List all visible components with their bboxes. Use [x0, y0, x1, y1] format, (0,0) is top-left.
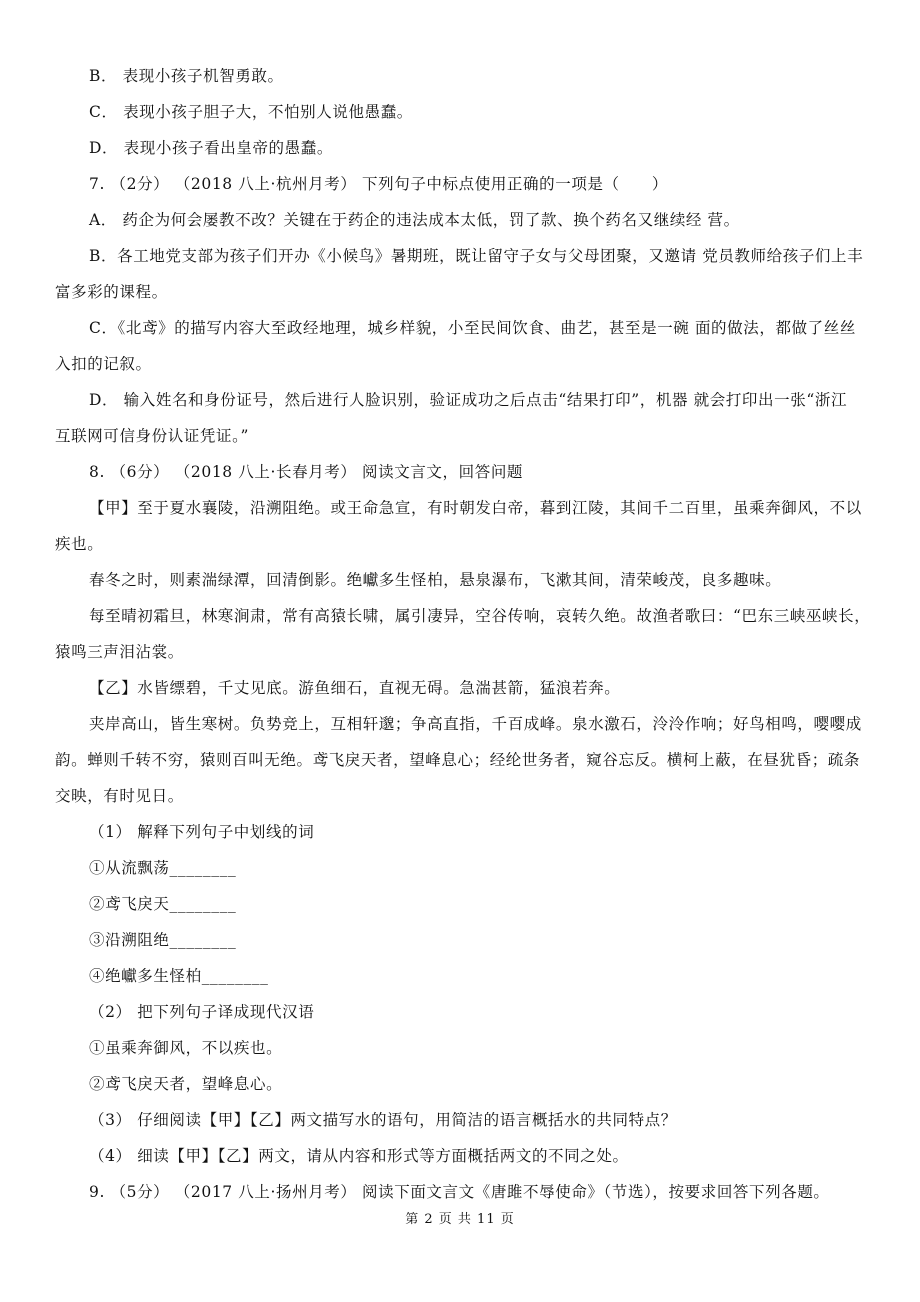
text-line: D． 表现小孩子看出皇帝的愚蠢。: [89, 139, 333, 157]
sub-question-4: （4） 细读【甲】【乙】两文，请从内容和形式等方面概括两文的不同之处。: [89, 1147, 629, 1165]
blank-item-4: ④绝巘多生怪柏________: [89, 967, 269, 985]
passage-jia-3: 每至晴初霜旦，林寒涧肃，常有高猿长啸，属引凄异，空谷传响，哀转久绝。故渔者歌曰：“巴东三峡巫峡长，: [89, 607, 871, 625]
option-c: C．《北鸢》的描写内容大至政经地理，城乡样貌，小至民间饮食、曲艺，甚至是一碗 面的做法，都做了丝丝: [89, 319, 856, 337]
question-8-heading: 8. （6分） （2018 八上·长春月考） 阅读文言文，回答问题: [89, 463, 524, 481]
sub-question-1: （1） 解释下列句子中划线的词: [89, 823, 315, 841]
translate-item-2: ②鸢飞戾天者，望峰息心。: [89, 1075, 283, 1093]
passage-yi-2-end: 交映，有时见日。: [55, 787, 184, 805]
option-d-cont: 互联网可信身份认证凭证。”: [55, 427, 249, 445]
blank-item-1: ①从流飘荡________: [89, 859, 237, 877]
question-9-heading: 9. （5分） （2017 八上·扬州月考） 阅读下面文言文《唐雎不辱使命》（节选），按要求回答下列各题。: [89, 1183, 830, 1201]
translate-item-1: ①虽乘奔御风，不以疾也。: [89, 1039, 283, 1057]
passage-yi-1: 【乙】水皆缥碧，千丈见底。游鱼细石，直视无碍。急湍甚箭，猛浪若奔。: [89, 679, 621, 697]
option-c-cont: 入扣的记叙。: [55, 355, 152, 373]
passage-yi-2-cont: 韵。蝉则千转不穷，猿则百叫无绝。鸢飞戾天者，望峰息心；经纶世务者，窥谷忘反。横柯上蔽，在昼犹昏；疏条: [55, 751, 861, 769]
passage-jia-2: 春冬之时，则素湍绿潭，回清倒影。绝巘多生怪柏，悬泉瀑布，飞漱其间，清荣峻茂，良多趣味。: [89, 571, 782, 589]
option-b: B．各工地党支部为孩子们开办《小候鸟》暑期班，既让留守子女与父母团聚，又邀请 党员教师给孩子们上丰: [89, 247, 864, 265]
passage-jia-3-cont: 猿鸣三声泪沾裳。: [55, 643, 184, 661]
option-d: D． 输入姓名和身份证号，然后进行人脸识别，验证成功之后点击“结果打印”，机器 就会打印出一张“浙江: [89, 391, 848, 409]
passage-jia-1: 【甲】至于夏水襄陵，沿溯阻绝。或王命急宣，有时朝发白帝，暮到江陵，其间千二百里，虽乘奔御风，不以: [89, 499, 862, 517]
blank-item-3: ③沿溯阻绝________: [89, 931, 237, 949]
sub-question-3: （3） 仔细阅读【甲】【乙】两文描写水的语句，用简洁的语言概括水的共同特点？: [89, 1111, 677, 1129]
passage-yi-2: 夹岸高山，皆生寒树。负势竞上，互相轩邈；争高直指，千百成峰。泉水激石，泠泠作响；好鸟相鸣，嘤嘤成: [89, 715, 862, 733]
blank-item-2: ②鸢飞戾天________: [89, 895, 237, 913]
passage-jia-1-cont: 疾也。: [55, 535, 104, 553]
option-b-cont: 富多彩的课程。: [55, 283, 168, 301]
text-line: C． 表现小孩子胆子大，不怕别人说他愚蠢。: [89, 103, 413, 121]
page-number-footer: 第 2 页 共 11 页: [405, 1212, 515, 1227]
text-line: B． 表现小孩子机智勇敢。: [89, 67, 284, 85]
question-7-heading: 7. （2分） （2018 八上·杭州月考） 下列句子中标点使用正确的一项是（ ）: [89, 175, 668, 193]
sub-question-2: （2） 把下列句子译成现代汉语: [89, 1003, 315, 1021]
option-a: A． 药企为何会屡教不改？关键在于药企的违法成本太低，罚了款、换个药名又继续经 营。: [89, 211, 740, 229]
